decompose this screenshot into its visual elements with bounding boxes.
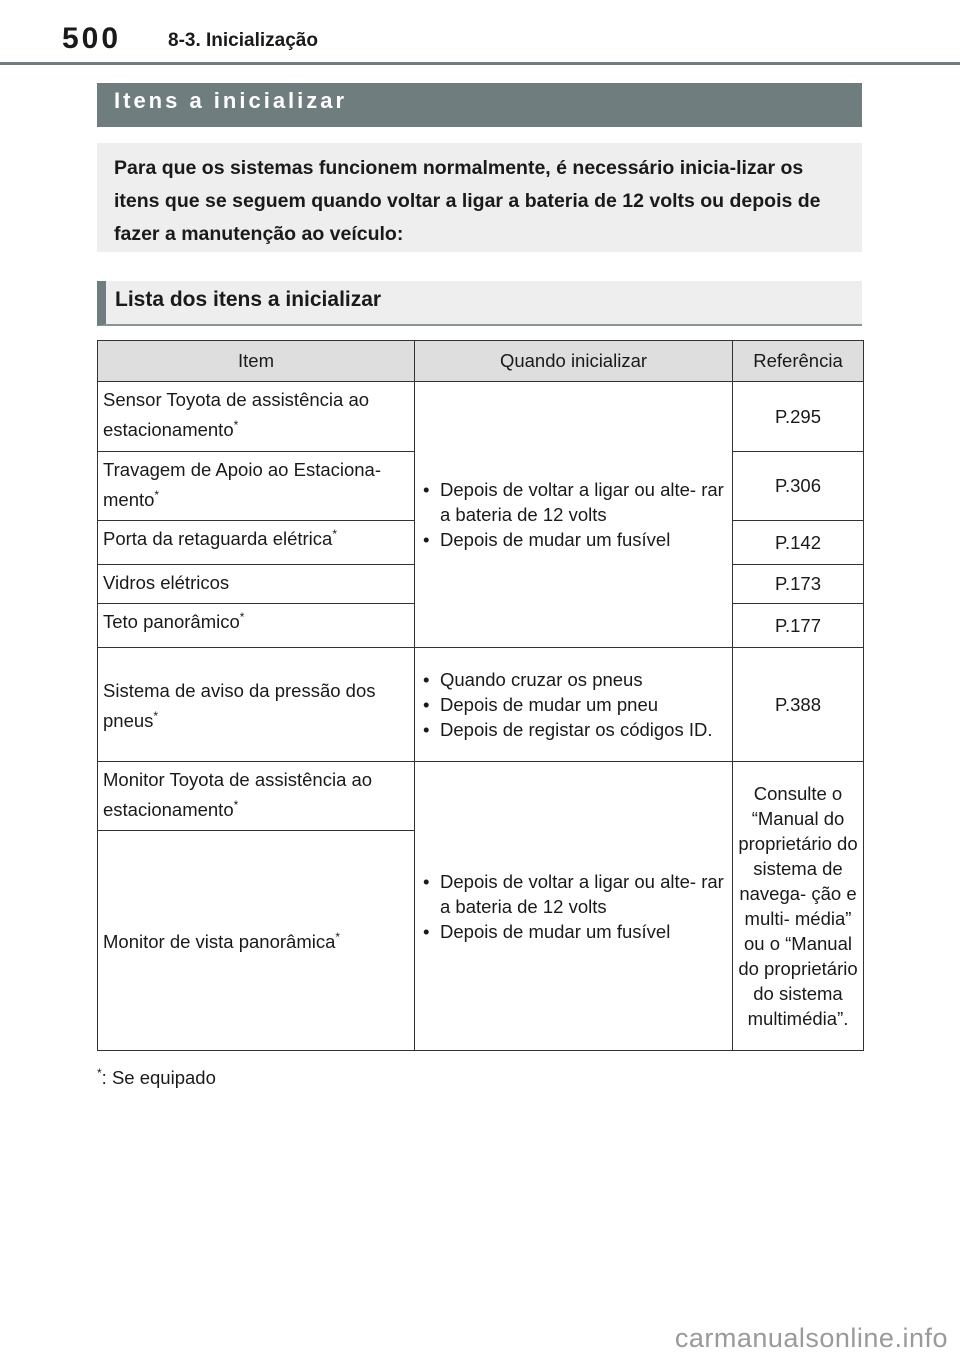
footnote-marker: * [335,929,341,944]
list-item: • Depois de voltar a ligar ou alte- rar a bateria de 12 volts [423,869,726,919]
reference-cell: P.173 [733,565,864,604]
item-name: Monitor de vista panorâmica [103,931,336,952]
list-item: • Depois de mudar um pneu [423,692,726,717]
list-item: • Quando cruzar os pneus [423,667,726,692]
when-list [423,667,726,742]
when-cell [415,382,733,648]
header-divider [0,62,960,65]
reference-cell: P.177 [733,604,864,648]
item-cell [98,452,415,521]
footnote-marker: * [332,526,338,541]
chapter-title: 8-3. Inicialização [168,30,318,51]
item-cell [98,604,415,648]
item-name: Travagem de Apoio ao Estaciona- mento [103,459,382,510]
item-cell [98,762,415,831]
item-name: Vidros elétricos [103,572,230,593]
column-header-when: Quando inicializar [415,341,733,382]
footnote [97,1066,216,1089]
manual-reference: Consulte o “Manual do proprietário do sistema de navega- ção e multi- média” ou o “Manual do proprietário do sistema multimédia”. [738,783,858,1029]
page-title: Itens a inicializar [114,88,348,113]
item-name: Teto panorâmico [103,611,240,632]
page-header [0,0,960,64]
list-item: • Depois de voltar a ligar ou alte- rar a bateria de 12 volts [423,477,726,527]
footnote-marker: * [233,417,239,432]
item-cell [98,565,415,604]
item-cell [98,648,415,762]
item-name: Sensor Toyota de assistência ao estacionamento [103,389,370,440]
column-header-item: Item [98,341,415,382]
when-list [423,477,726,552]
column-header-reference: Referência [733,341,864,382]
when-cell [415,762,733,1051]
footnote-marker: * [153,708,159,723]
when-list [423,869,726,944]
footnote-marker: * [154,487,160,502]
subsection-header [97,281,862,326]
section-title-bar [97,83,862,127]
when-cell [415,648,733,762]
footnote-text: : Se equipado [101,1067,216,1089]
item-cell [98,521,415,565]
reference-cell [733,762,864,1051]
table-header-row [98,341,864,382]
page-number: 500 [62,22,122,55]
footnote-marker: * [239,609,245,624]
list-item: • Depois de registar os códigos ID. [423,717,726,742]
item-name: Porta da retaguarda elétrica [103,528,333,549]
intro-text: Para que os sistemas funcionem normalmente, é necessário inicia-lizar os itens que se seguem quando voltar a ligar a bateria de 12 volts ou depois de fazer a manutenção ao veículo: [114,157,821,245]
footnote-mark: * [97,1066,102,1080]
intro-box [97,143,862,252]
table-row [98,762,864,831]
item-name: Monitor Toyota de assistência ao estacionamento [103,769,373,820]
reference-cell: P.295 [733,382,864,452]
subsection-title: Lista dos itens a inicializar [115,288,382,311]
watermark: carmanualsonline.info [674,1323,948,1353]
item-name: Sistema de aviso da pressão dos pneus [103,680,376,731]
initialization-table [97,340,864,1051]
reference-cell: P.142 [733,521,864,565]
table-row [98,648,864,762]
reference-cell: P.306 [733,452,864,521]
table-row [98,382,864,452]
list-item: • Depois de mudar um fusível [423,527,726,552]
item-cell [98,831,415,1051]
footnote-marker: * [233,797,239,812]
reference-cell: P.388 [733,648,864,762]
item-cell [98,382,415,452]
list-item: • Depois de mudar um fusível [423,919,726,944]
